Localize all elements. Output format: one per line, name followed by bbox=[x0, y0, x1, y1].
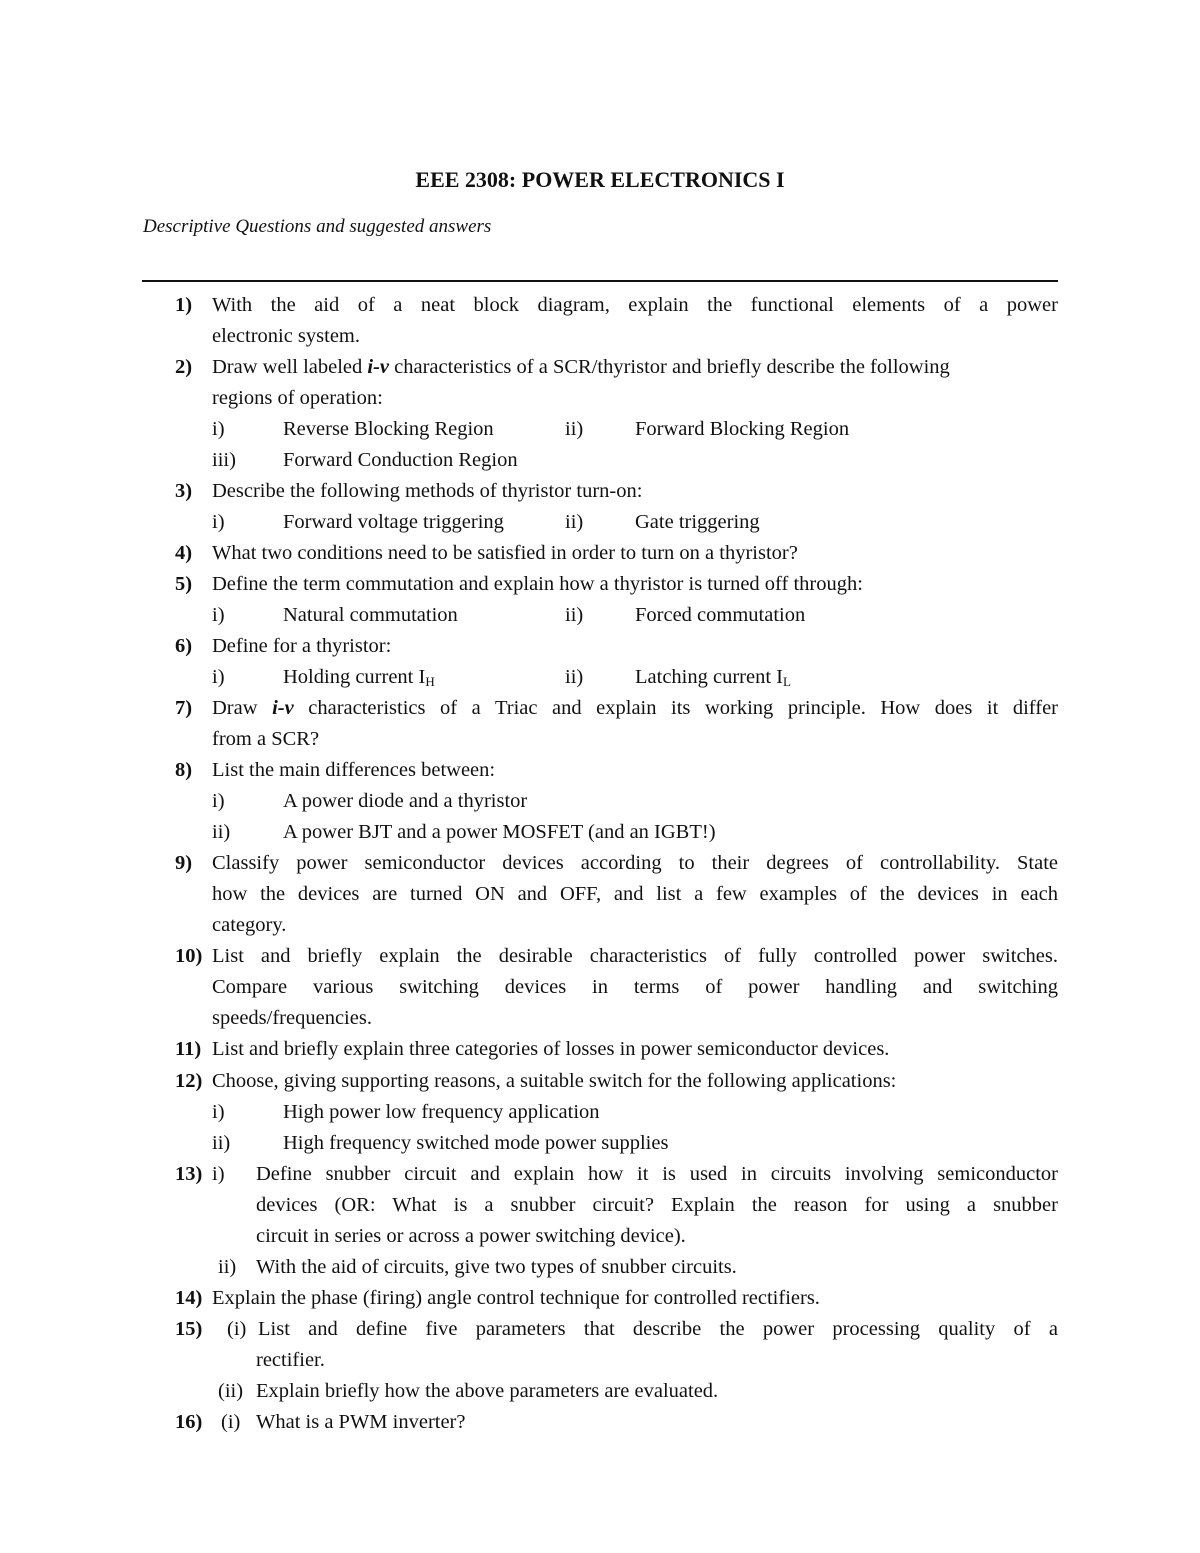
question-number: 6) bbox=[175, 635, 193, 657]
sub-item-label: (i) bbox=[227, 1318, 247, 1340]
sub-item-label: ii) bbox=[212, 1132, 231, 1154]
question-text: What two conditions need to be satisfied in order to turn on a thyristor? bbox=[212, 542, 798, 564]
question-text: Explain briefly how the above parameters are evaluated. bbox=[256, 1380, 719, 1402]
sub-item-text: A power BJT and a power MOSFET (and an IGBT!) bbox=[283, 821, 716, 843]
sub-item-label: ii) bbox=[565, 418, 584, 440]
sub-item-text: Forward voltage triggering bbox=[283, 511, 504, 533]
question-text: List and briefly explain the desirable characteristics of fully controlled power switches. bbox=[212, 945, 1058, 967]
question-number: 12) bbox=[175, 1070, 203, 1092]
question-text: Explain the phase (firing) angle control technique for controlled rectifiers. bbox=[212, 1287, 820, 1309]
sub-item-text: High frequency switched mode power supplies bbox=[283, 1132, 669, 1154]
sub-item-text: Forced commutation bbox=[635, 604, 806, 626]
question-number: 1) bbox=[175, 294, 193, 316]
sub-item-text: A power diode and a thyristor bbox=[283, 790, 528, 812]
question-number: 3) bbox=[175, 480, 193, 502]
sub-item-label: i) bbox=[212, 1163, 225, 1185]
question-number: 8) bbox=[175, 759, 193, 781]
sub-item-label: ii) bbox=[565, 666, 584, 688]
question-number: 7) bbox=[175, 697, 193, 719]
page-title: EEE 2308: POWER ELECTRONICS I bbox=[415, 167, 785, 192]
question-number: 11) bbox=[175, 1038, 202, 1060]
sub-item-label: i) bbox=[212, 666, 225, 688]
question-text: Define snubber circuit and explain how it is used in circuits involving semiconductor bbox=[256, 1163, 1058, 1185]
question-number: 2) bbox=[175, 356, 193, 378]
sub-item-text: High power low frequency application bbox=[283, 1101, 600, 1123]
sub-item-label: ii) bbox=[212, 821, 231, 843]
question-number: 14) bbox=[175, 1287, 203, 1309]
sub-item-label: ii) bbox=[565, 604, 584, 626]
sub-item-text: Natural commutation bbox=[283, 604, 458, 626]
question-text: Define for a thyristor: bbox=[212, 635, 392, 657]
question-number: 9) bbox=[175, 852, 193, 874]
question-text: devices (OR: What is a snubber circuit? Explain the reason for using a snubber bbox=[256, 1194, 1058, 1216]
sub-item-label: i) bbox=[212, 790, 225, 812]
question-text: rectifier. bbox=[256, 1349, 325, 1371]
question-text: List and define five parameters that describe the power processing quality of a bbox=[258, 1318, 1058, 1340]
question-number: 5) bbox=[175, 573, 193, 595]
question-text: how the devices are turned ON and OFF, and list a few examples of the devices in each bbox=[212, 883, 1058, 905]
sub-item-text: Gate triggering bbox=[635, 511, 760, 533]
sub-item-text: Holding current $I_H$ bbox=[283, 666, 435, 689]
question-text: Describe the following methods of thyristor turn-on: bbox=[212, 480, 643, 502]
question-number: 10) bbox=[175, 945, 203, 967]
horizontal-rule bbox=[142, 280, 1058, 282]
sub-item-label: (ii) bbox=[218, 1380, 244, 1402]
sub-item-label: ii) bbox=[565, 511, 584, 533]
question-text: speeds/frequencies. bbox=[212, 1007, 372, 1029]
sub-item-label: iii) bbox=[212, 449, 236, 471]
sub-item-label: ii) bbox=[218, 1256, 237, 1278]
question-text: electronic system. bbox=[212, 325, 361, 347]
sub-item-text: Reverse Blocking Region bbox=[283, 418, 494, 440]
question-text: regions of operation: bbox=[212, 387, 383, 409]
question-text: from a SCR? bbox=[212, 728, 320, 750]
page-subtitle: Descriptive Questions and suggested answers bbox=[143, 216, 492, 237]
question-text: Define the term commutation and explain how a thyristor is turned off through: bbox=[212, 573, 863, 595]
question-text: Choose, giving supporting reasons, a suitable switch for the following applications: bbox=[212, 1070, 897, 1092]
sub-item-text: Forward Conduction Region bbox=[283, 449, 518, 471]
question-text: circuit in series or across a power switching device). bbox=[256, 1225, 686, 1247]
sub-item-label: (i) bbox=[221, 1411, 241, 1433]
question-text: Draw well labeled i-v characteristics of a SCR/thyristor and briefly describe the following bbox=[212, 356, 950, 378]
sub-item-text: Latching current $I_L$ bbox=[635, 666, 791, 689]
question-number: 15) bbox=[175, 1318, 203, 1340]
sub-item-text: Forward Blocking Region bbox=[635, 418, 850, 440]
sub-item-label: i) bbox=[212, 1101, 225, 1123]
question-number: 13) bbox=[175, 1163, 203, 1185]
question-text: What is a PWM inverter? bbox=[256, 1411, 466, 1433]
question-text: List the main differences between: bbox=[212, 759, 496, 781]
sub-item-label: i) bbox=[212, 418, 225, 440]
sub-item-label: i) bbox=[212, 604, 225, 626]
question-text: Compare various switching devices in terms of power handling and switching bbox=[212, 976, 1058, 998]
question-text: category. bbox=[212, 914, 287, 936]
sub-item-label: i) bbox=[212, 511, 225, 533]
question-text: List and briefly explain three categories of losses in power semiconductor devices. bbox=[212, 1038, 890, 1060]
question-text: With the aid of a neat block diagram, explain the functional elements of a power bbox=[212, 294, 1058, 316]
question-text: Draw i-v characteristics of a Triac and explain its working principle. How does it differ bbox=[212, 697, 1058, 719]
question-number: 4) bbox=[175, 542, 193, 564]
question-text: With the aid of circuits, give two types of snubber circuits. bbox=[256, 1256, 737, 1278]
question-text: Classify power semiconductor devices according to their degrees of controllability. State bbox=[212, 852, 1058, 874]
question-number: 16) bbox=[175, 1411, 203, 1433]
